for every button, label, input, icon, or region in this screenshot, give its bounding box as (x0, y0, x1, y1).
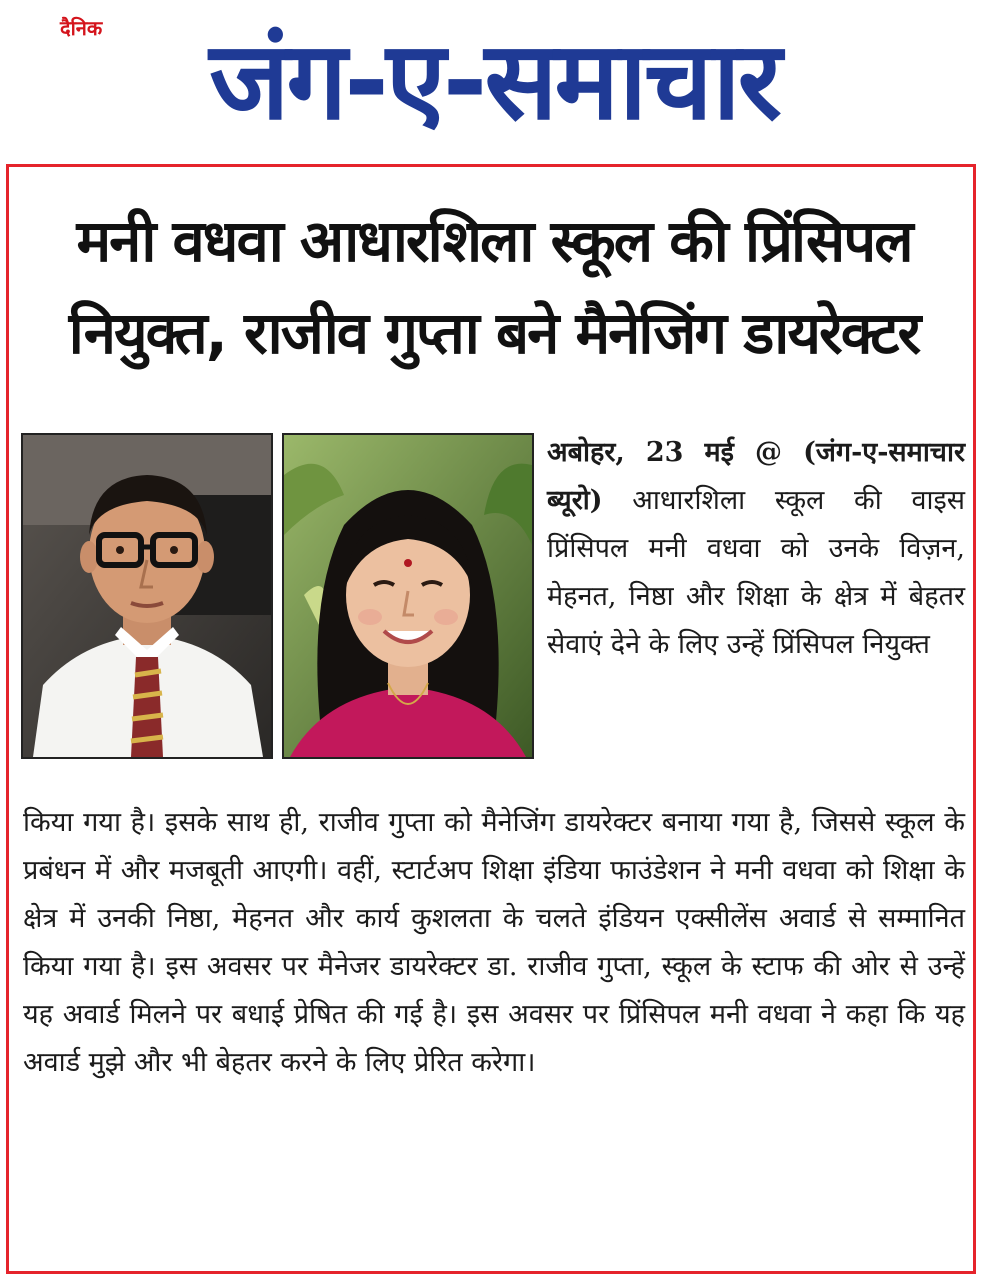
headline (29, 195, 959, 379)
headline-line-1: मनी वधवा आधारशिला स्कूल की प्रिंसिपल (76, 207, 912, 275)
news-article (6, 164, 976, 1274)
masthead-title: जंग-ए-समाचार (209, 19, 779, 144)
article-body: किया गया है। इसके साथ ही, राजीव गुप्ता को मैनेजिंग डायरेक्टर बनाया गया है, जिससे स्कूल के प्रबंधन में और मजबूती आएगी। वहीं, स्टार्टअप शिक्षा इंडिया फाउंडेशन ने मनी वधवा को शिक्षा के क्षेत्र में उनकी निष्ठा, मेहनत और कार्य कुशलता के चलते इंडियन एक्सीलेंस अवार्ड से सम्मानित किया गया है। इस अवसर पर मैनेजर डायरेक्टर डा. राजीव गुप्ता, स्कूल के स्टाफ की ओर से उन्हें यह अवार्ड मिलने पर बधाई प्रेषित की गई है। इस अवसर पर प्रिंसिपल मनी वधवा ने कहा कि यह अवार्ड मुझे और भी बेहतर करने के लिए प्रेरित करेगा। (23, 807, 965, 1078)
headline-line-2: नियुक्त, राजीव गुप्ता बने मैनेजिंग डायरेक्टर (68, 299, 920, 367)
intro-text: आधारशिला स्कूल की वाइस प्रिंसिपल मनी वधवा को उनके विज़न, मेहनत, निष्ठा और शिक्षा के क्षेत्र में बेहतर सेवाएं देने के लिए उन्हें प्रिंसिपल नियुक्त (547, 485, 965, 660)
photo-mani-wadhwa (282, 433, 534, 759)
masthead (0, 0, 988, 150)
masthead-prefix: दैनिक (60, 16, 103, 40)
dateline: अबोहर, 23 मई @ (जंग-ए-समाचार ब्यूरो) (547, 437, 965, 516)
article-intro (547, 429, 965, 669)
photo-rajeev-gupta (21, 433, 273, 759)
